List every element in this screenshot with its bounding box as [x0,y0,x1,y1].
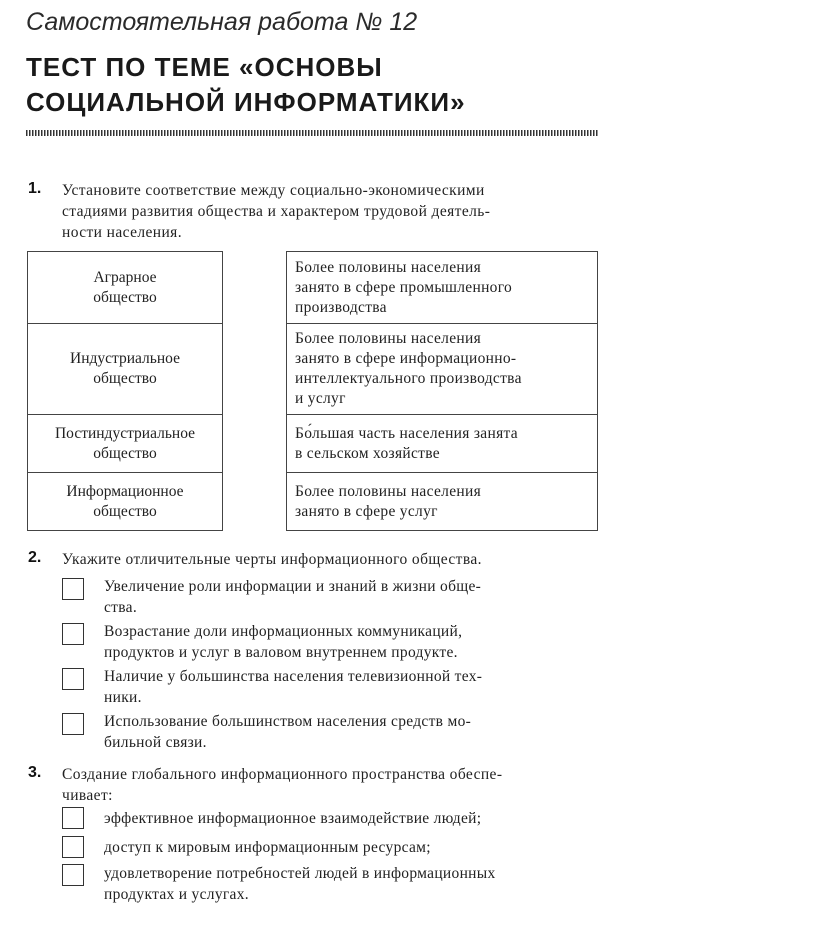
q3-option-checkbox[interactable] [62,807,84,829]
labor-row [287,473,598,531]
q2-option [62,576,602,620]
test-title [26,50,466,120]
q3-option [62,806,602,834]
q2-option-text: Увеличение роли информации и знаний в жизни обще- ства. [104,578,482,616]
q2-option-text: Наличие у большинства населения телевизионной тех- ники. [104,668,483,706]
question-1-text-line: Установите соответствие между социально-экономическими [62,182,485,199]
labor-row [287,252,598,324]
q2-option-checkbox[interactable] [62,713,84,735]
q2-option-text: Использование большинством населения средств мо- бильной связи. [104,713,472,751]
labor-cell: Более половины населения занято в сфере промышленного производства [287,252,598,324]
q2-option [62,666,602,710]
work-title: Самостоятельная работа № 12 [26,8,418,36]
question-1-text [62,180,598,243]
question-1-text-line: стадиями развития общества и характером трудовой деятель- [62,203,491,220]
test-title-line: СОЦИАЛЬНОЙ ИНФОРМАТИКИ» [26,87,466,117]
q3-option-text: эффективное информационное взаимодействие людей; [104,810,482,827]
labor-row [287,324,598,415]
stages-table [27,251,223,531]
q3-option [62,863,602,907]
question-1-text-line: ности населения. [62,224,182,241]
labor-cell: Более половины населения занято в сфере услуг [287,473,598,531]
q2-option-checkbox[interactable] [62,623,84,645]
q3-option-checkbox[interactable] [62,864,84,886]
question-1-number: 1. [28,180,42,197]
question-3-number: 3. [28,764,42,781]
q2-option [62,621,602,665]
q2-option-checkbox[interactable] [62,578,84,600]
stage-row [28,415,223,473]
stage-row [28,324,223,415]
labor-cell: Бо́льшая часть населения занята в сельском хозяйстве [287,415,598,473]
q2-option-text: Возрастание доли информационных коммуникаций, продуктов и услуг в валовом внутреннем продукте. [104,623,463,661]
q3-option [62,835,602,863]
title-divider [26,130,598,136]
stage-cell-postindustrial: Постиндустриальное общество [28,415,223,473]
question-3-text: Создание глобального информационного пространства обеспе- чивает: [62,766,503,804]
test-title-line: ТЕСТ ПО ТЕМЕ «ОСНОВЫ [26,52,383,82]
stage-cell-information: Информационное общество [28,473,223,531]
stage-cell-industrial: Индустриальное общество [28,324,223,415]
stage-cell-agrarian: Аграрное общество [28,252,223,324]
labor-cell: Более половины населения занято в сфере информационно- интеллектуального производства и услуг [287,324,598,415]
stage-row [28,473,223,531]
question-2-number: 2. [28,549,42,566]
stage-row [28,252,223,324]
q2-option [62,711,602,755]
q3-option-checkbox[interactable] [62,836,84,858]
question-2-text: Укажите отличительные черты информационного общества. [62,551,482,568]
labor-row [287,415,598,473]
labor-table [286,251,598,531]
q2-option-checkbox[interactable] [62,668,84,690]
q3-option-text: удовлетворение потребностей людей в информационных продуктах и услугах. [104,865,496,903]
q3-option-text: доступ к мировым информационным ресурсам; [104,839,431,856]
